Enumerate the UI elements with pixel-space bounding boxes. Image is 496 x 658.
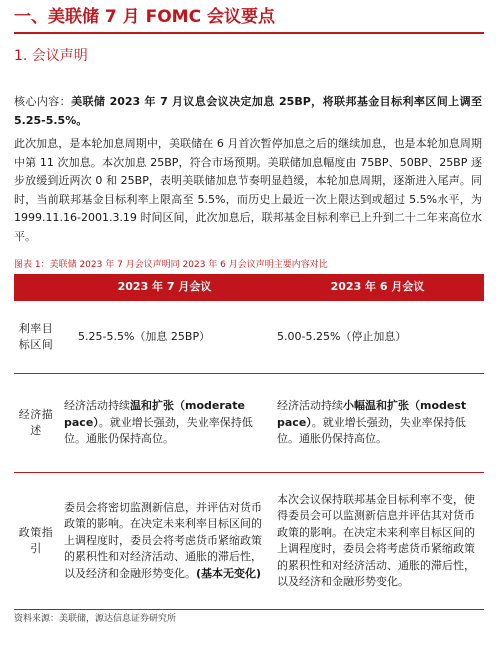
table-row (14, 473, 484, 610)
cell-june-economy (271, 374, 484, 473)
july-economy-b: 温和扩张（moderate pace） (64, 399, 245, 429)
june-economy-c: 。就业增长强劲，失业率保持低位。通胀仍保持高位。 (277, 415, 466, 446)
header-june: 2023 年 6 月会议 (271, 274, 484, 301)
row-label-rate: 利率目标区间 (14, 301, 58, 374)
section-heading: 一、美联储 7 月 FOMC 会议要点 (14, 4, 484, 34)
figure-title: 图表 1：美联储 2023 年 7 月会议声明同 2023 年 6 月会议声明主要内容对比 (14, 260, 328, 270)
header-july: 2023 年 7 月会议 (58, 274, 271, 301)
july-economy-a: 经济活动持续 (64, 399, 130, 413)
cell-june-rate: 5.00-5.25%（停止加息） (271, 301, 484, 374)
cell-july-economy (58, 374, 271, 473)
comparison-table (14, 274, 484, 610)
row-label-economy: 经济描述 (14, 374, 58, 473)
july-guidance-b: (基本无变化) (196, 566, 262, 580)
june-economy-a: 经济活动持续 (277, 399, 343, 413)
subsection-heading: 1. 会议声明 (14, 48, 88, 64)
table-row (14, 301, 484, 374)
source-note: 资料来源：美联储，源达信息证券研究所 (14, 614, 177, 624)
cell-june-guidance: 本次会议保持联邦基金目标利率不变，使得委员会可以监测新信息并评估其对货币政策的影响。在决定未来利率目标区间的上调程度时，委员会将考虑货币紧缩政策的累积性和对经济活动、通胀的滞后性，以及经济和金融形势变化。 (271, 473, 484, 610)
july-guidance-a: 委员会将密切监测新信息，并评估对货币政策的影响。在决定未来利率目标区间的上调程度时，委员会将考虑货币紧缩政策的累积性和对经济活动、通胀的滞后性，以及经济和金融形势变化。 (64, 500, 262, 580)
cell-july-rate: 5.25-5.5%（加息 25BP） (58, 301, 271, 374)
core-text: 美联储 2023 年 7 月议息会议决定加息 25BP，将联邦基金目标利率区间上调至 5.25-5.5%。 (14, 95, 483, 127)
header-blank (14, 274, 58, 301)
june-economy-b: 小幅温和扩张（modest pace） (277, 399, 467, 429)
row-label-guidance: 政策指引 (14, 473, 58, 610)
core-label: 核心内容： (14, 95, 72, 108)
table-header-row (14, 274, 484, 301)
analysis-paragraph: 此次加息，是本轮加息周期中，美联储在 6 月首次暂停加息之后的继续加息，也是本轮加息周期中第 11 次加息。本次加息 25BP，符合市场预期。美联储加息幅度由 75BP、50BP、25BP 逐步放缓到近两次 0 和 25BP，表明美联储加息节奏明显趋缓，本轮加息周期，逐渐进入尾声。同时，当前联邦基金目标利率上限高至 5.5%，而历史上最近一次上限达到或超过 5.5%水平，为 1999.11.16-2001.3.19 时间区间，此次加息后，联邦基金目标利率已上升到二十二年来高位水平。 (14, 137, 482, 243)
table-row (14, 374, 484, 473)
cell-july-guidance (58, 473, 271, 610)
july-economy-c: 。就业增长强劲，失业率保持低位。通胀仍保持高位。 (64, 415, 253, 446)
core-content (14, 93, 482, 130)
